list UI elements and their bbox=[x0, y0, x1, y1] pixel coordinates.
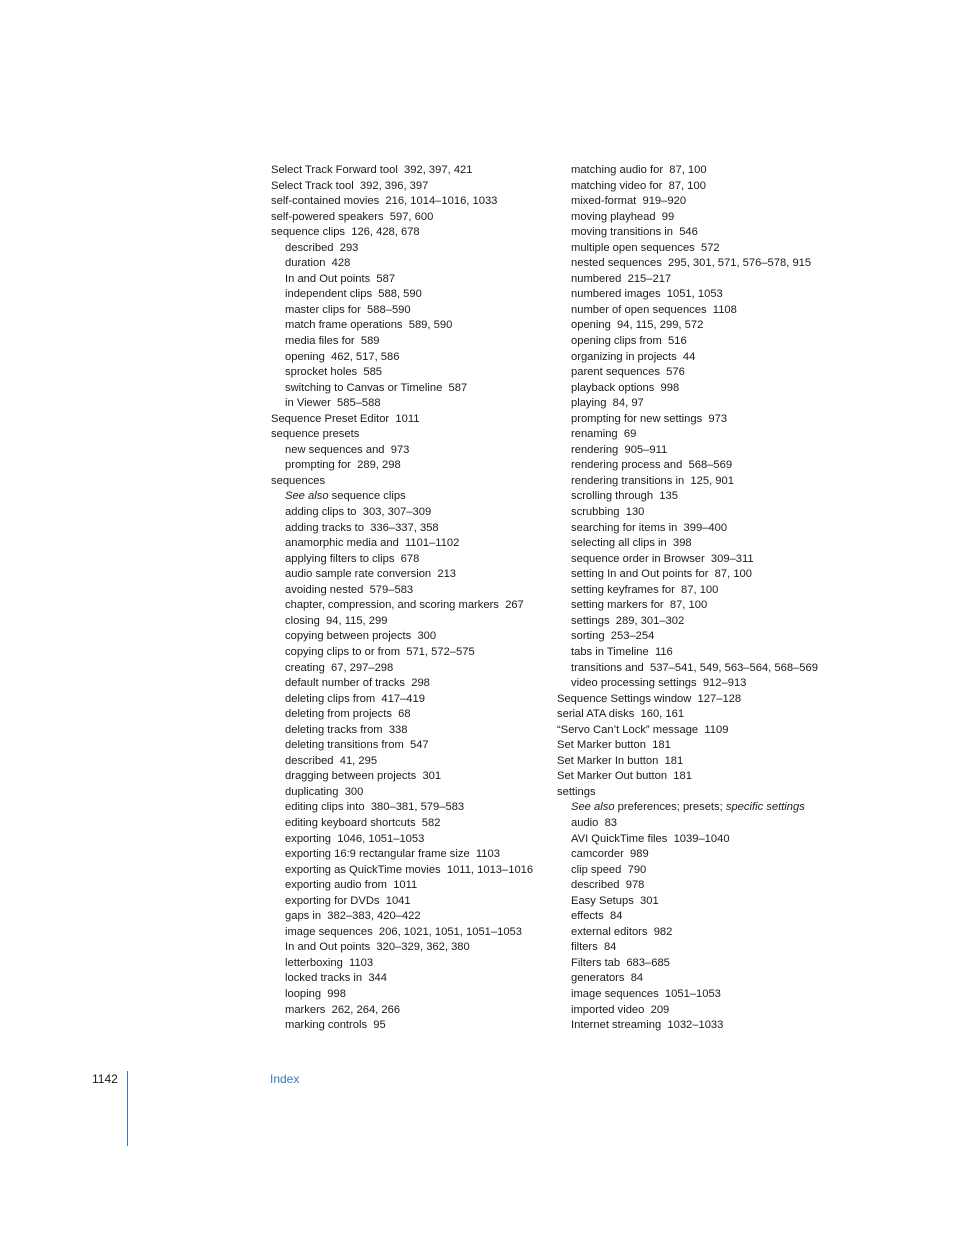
entry-text: media files for 589 bbox=[285, 335, 380, 348]
index-entry bbox=[271, 225, 556, 241]
index-subentry bbox=[271, 396, 556, 412]
entry-text: setting markers for 87, 100 bbox=[571, 599, 708, 612]
index-subentry bbox=[557, 287, 847, 303]
entry-text: scrubbing 130 bbox=[571, 506, 645, 519]
index-entry bbox=[271, 163, 556, 179]
entry-text: matching audio for 87, 100 bbox=[571, 164, 707, 176]
entry-text: matching video for 87, 100 bbox=[571, 179, 706, 192]
entry-text: settings 289, 301–302 bbox=[571, 614, 685, 627]
index-subentry bbox=[271, 318, 556, 334]
entry-text: exporting 1046, 1051–1053 bbox=[285, 832, 425, 845]
entry-text: sorting 253–254 bbox=[571, 630, 655, 643]
index-subentry bbox=[271, 458, 556, 474]
index-subentry bbox=[557, 365, 847, 381]
index-subentry bbox=[557, 1003, 847, 1019]
index-subentry bbox=[557, 163, 847, 179]
entry-text: Sequence Preset Editor 1011 bbox=[271, 412, 420, 425]
index-subentry bbox=[271, 878, 556, 894]
entry-text: organizing in projects 44 bbox=[571, 350, 696, 363]
index-subentry bbox=[557, 412, 847, 428]
entry-text: Sequence Settings window 127–128 bbox=[557, 692, 742, 705]
entry-text: described 41, 295 bbox=[285, 754, 378, 767]
index-entry bbox=[271, 210, 556, 226]
entry-text: Internet streaming 1032–1033 bbox=[571, 1019, 724, 1032]
entry-text: exporting for DVDs 1041 bbox=[285, 894, 411, 907]
entry-text: adding tracks to 336–337, 358 bbox=[285, 521, 439, 534]
entry-text: letterboxing 1103 bbox=[285, 956, 374, 969]
entry-text: deleting tracks from 338 bbox=[285, 723, 408, 736]
index-subentry bbox=[557, 925, 847, 941]
index-subentry bbox=[271, 987, 556, 1003]
entry-text: external editors 982 bbox=[571, 925, 673, 938]
index-subentry bbox=[271, 645, 556, 661]
index-entry bbox=[557, 785, 847, 801]
index-subentry bbox=[271, 925, 556, 941]
footer-section-label: Index bbox=[270, 1072, 300, 1086]
index-subentry bbox=[271, 241, 556, 257]
index-column-left bbox=[271, 163, 556, 1034]
entry-text: In and Out points 320–329, 362, 380 bbox=[285, 941, 470, 954]
index-subentry bbox=[557, 474, 847, 490]
index-subentry bbox=[557, 629, 847, 645]
entry-text: selecting all clips in 398 bbox=[571, 537, 692, 550]
entry-text: applying filters to clips 678 bbox=[285, 552, 420, 565]
index-subentry bbox=[271, 256, 556, 272]
index-subentry bbox=[557, 256, 847, 272]
entry-text: sequence order in Browser 309–311 bbox=[571, 552, 754, 565]
footer-divider bbox=[127, 1071, 128, 1146]
index-subentry bbox=[271, 614, 556, 630]
entry-text: independent clips 588, 590 bbox=[285, 288, 422, 301]
entry-text: duration 428 bbox=[285, 257, 351, 270]
entry-text: copying clips to or from 571, 572–575 bbox=[285, 645, 475, 658]
entry-text: serial ATA disks 160, 161 bbox=[557, 708, 685, 721]
index-subentry bbox=[271, 894, 556, 910]
entry-text: sequence presets bbox=[271, 428, 360, 441]
entry-text: self-contained movies 216, 1014–1016, 1033 bbox=[271, 195, 498, 208]
index-subentry bbox=[557, 303, 847, 319]
entry-text: setting In and Out points for 87, 100 bbox=[571, 568, 752, 581]
index-subentry bbox=[557, 458, 847, 474]
entry-text: default number of tracks 298 bbox=[285, 677, 430, 690]
index-subentry bbox=[557, 661, 847, 677]
index-subentry bbox=[557, 225, 847, 241]
index-subentry bbox=[271, 863, 556, 879]
index-subentry bbox=[271, 676, 556, 692]
entry-text: opening 462, 517, 586 bbox=[285, 350, 400, 363]
entry-text: camcorder 989 bbox=[571, 848, 649, 861]
index-subentry bbox=[557, 194, 847, 210]
index-subentry bbox=[271, 489, 556, 505]
index-subentry bbox=[557, 614, 847, 630]
entry-text: tabs in Timeline 116 bbox=[571, 645, 673, 658]
index-subentry bbox=[557, 987, 847, 1003]
entry-text: image sequences 1051–1053 bbox=[571, 987, 721, 1000]
entry-text: nested sequences 295, 301, 571, 576–578, 915 bbox=[571, 257, 812, 270]
index-subentry bbox=[271, 785, 556, 801]
entry-text: chapter, compression, and scoring markers 267 bbox=[285, 599, 524, 612]
index-subentry bbox=[271, 754, 556, 770]
see-also-label: See also bbox=[571, 801, 615, 814]
entry-text: prompting for new settings 973 bbox=[571, 412, 728, 425]
entry-text: audio 83 bbox=[571, 816, 618, 829]
index-subentry bbox=[557, 894, 847, 910]
entry-text: AVI QuickTime files 1039–1040 bbox=[571, 832, 730, 845]
index-subentry bbox=[271, 940, 556, 956]
entry-text: prompting for 289, 298 bbox=[285, 459, 401, 472]
entry-text: parent sequences 576 bbox=[571, 366, 685, 379]
entry-text: searching for items in 399–400 bbox=[571, 521, 728, 534]
entry-text: locked tracks in 344 bbox=[285, 972, 387, 985]
entry-text: effects 84 bbox=[571, 910, 623, 923]
entry-text: Easy Setups 301 bbox=[571, 894, 659, 907]
index-subentry bbox=[271, 598, 556, 614]
entry-text: clip speed 790 bbox=[571, 863, 647, 876]
entry-text: marking controls 95 bbox=[285, 1019, 386, 1032]
index-subentry bbox=[557, 443, 847, 459]
entry-text: filters 84 bbox=[571, 941, 617, 954]
index-subentry bbox=[557, 505, 847, 521]
entry-text: video processing settings 912–913 bbox=[571, 677, 747, 690]
index-subentry bbox=[271, 847, 556, 863]
entry-text: playing 84, 97 bbox=[571, 397, 644, 410]
entry-text: settings bbox=[557, 785, 596, 798]
entry-text: Set Marker Out button 181 bbox=[557, 770, 692, 783]
index-subentry bbox=[557, 552, 847, 568]
index-entry bbox=[271, 427, 556, 443]
index-subentry bbox=[271, 723, 556, 739]
entry-text: rendering transitions in 125, 901 bbox=[571, 474, 734, 487]
page-number: 1142 bbox=[92, 1072, 118, 1086]
entry-text: renaming 69 bbox=[571, 428, 637, 441]
entry-text: described 293 bbox=[285, 241, 359, 254]
index-subentry bbox=[271, 350, 556, 366]
entry-text: imported video 209 bbox=[571, 1003, 670, 1016]
entry-text: copying between projects 300 bbox=[285, 630, 437, 643]
entry-text: gaps in 382–383, 420–422 bbox=[285, 910, 421, 923]
entry-text: dragging between projects 301 bbox=[285, 770, 442, 783]
index-subentry bbox=[557, 878, 847, 894]
entry-text: sprocket holes 585 bbox=[285, 366, 383, 379]
index-subentry bbox=[271, 956, 556, 972]
entry-text: image sequences 206, 1021, 1051, 1051–1053 bbox=[285, 925, 522, 938]
index-subentry bbox=[271, 1003, 556, 1019]
entry-text: creating 67, 297–298 bbox=[285, 661, 394, 674]
index-entry bbox=[557, 723, 847, 739]
entry-text: rendering process and 568–569 bbox=[571, 459, 733, 472]
entry-text: self-powered speakers 597, 600 bbox=[271, 210, 434, 223]
index-subentry bbox=[271, 536, 556, 552]
index-subentry bbox=[557, 583, 847, 599]
entry-text: sequences bbox=[271, 474, 326, 487]
index-subentry bbox=[271, 707, 556, 723]
index-entry bbox=[557, 769, 847, 785]
index-subentry bbox=[557, 567, 847, 583]
index-subentry bbox=[557, 241, 847, 257]
index-entry bbox=[271, 179, 556, 195]
index-subentry bbox=[271, 303, 556, 319]
index-subentry bbox=[271, 552, 556, 568]
entry-text: match frame operations 589, 590 bbox=[285, 319, 453, 332]
index-entry bbox=[271, 474, 556, 490]
index-subentry bbox=[271, 738, 556, 754]
entry-text: In and Out points 587 bbox=[285, 272, 396, 285]
entry-text: transitions and 537–541, 549, 563–564, 568–569 bbox=[571, 661, 818, 674]
index-subentry bbox=[271, 272, 556, 288]
see-also-label: See also bbox=[285, 490, 329, 503]
index-entry bbox=[557, 692, 847, 708]
index-subentry bbox=[557, 863, 847, 879]
index-subentry bbox=[557, 318, 847, 334]
index-subentry bbox=[271, 381, 556, 397]
entry-text: numbered images 1051, 1053 bbox=[571, 288, 723, 301]
entry-text: duplicating 300 bbox=[285, 785, 364, 798]
index-subentry bbox=[557, 521, 847, 537]
index-subentry bbox=[557, 334, 847, 350]
index-entry bbox=[557, 738, 847, 754]
entry-text: editing clips into 380–381, 579–583 bbox=[285, 801, 465, 814]
index-subentry bbox=[557, 1018, 847, 1034]
index-subentry bbox=[271, 769, 556, 785]
index-subentry bbox=[557, 381, 847, 397]
index-subentry bbox=[557, 940, 847, 956]
index-subentry bbox=[557, 210, 847, 226]
entry-text: Select Track tool 392, 396, 397 bbox=[271, 179, 429, 192]
index-subentry bbox=[557, 536, 847, 552]
index-subentry bbox=[557, 971, 847, 987]
index-subentry bbox=[557, 816, 847, 832]
index-subentry bbox=[557, 847, 847, 863]
index-subentry bbox=[271, 443, 556, 459]
entry-text: deleting transitions from 547 bbox=[285, 739, 429, 752]
entry-text: adding clips to 303, 307–309 bbox=[285, 506, 432, 519]
entry-text: described 978 bbox=[571, 879, 645, 892]
index-subentry bbox=[557, 179, 847, 195]
entry-text: sequence clips 126, 428, 678 bbox=[271, 226, 420, 239]
index-subentry bbox=[557, 489, 847, 505]
entry-text: exporting 16:9 rectangular frame size 1103 bbox=[285, 848, 500, 861]
index-subentry bbox=[271, 583, 556, 599]
index-entry bbox=[271, 194, 556, 210]
entry-text: deleting from projects 68 bbox=[285, 708, 411, 721]
entry-text: setting keyframes for 87, 100 bbox=[571, 583, 719, 596]
entry-text: sequence clips bbox=[328, 490, 406, 503]
entry-text: new sequences and 973 bbox=[285, 443, 410, 456]
entry-text: opening clips from 516 bbox=[571, 335, 687, 348]
index-subentry bbox=[271, 521, 556, 537]
index-subentry bbox=[271, 816, 556, 832]
entry-text: Set Marker button 181 bbox=[557, 739, 671, 752]
index-subentry bbox=[271, 971, 556, 987]
entry-text: switching to Canvas or Timeline 587 bbox=[285, 381, 468, 394]
entry-text: deleting clips from 417–419 bbox=[285, 692, 425, 705]
index-subentry bbox=[557, 427, 847, 443]
entry-text: “Servo Can’t Lock” message 1109 bbox=[557, 723, 729, 736]
entry-text: markers 262, 264, 266 bbox=[285, 1003, 401, 1016]
entry-text: editing keyboard shortcuts 582 bbox=[285, 816, 441, 829]
entry-text: multiple open sequences 572 bbox=[571, 241, 720, 254]
entry-text: moving transitions in 546 bbox=[571, 226, 698, 239]
index-entry bbox=[557, 707, 847, 723]
index-subentry bbox=[557, 598, 847, 614]
entry-text: Set Marker In button 181 bbox=[557, 754, 684, 767]
entry-text: Filters tab 683–685 bbox=[571, 956, 670, 969]
entry-italic-text: specific settings bbox=[725, 801, 805, 814]
entry-text: audio sample rate conversion 213 bbox=[285, 568, 457, 581]
index-subentry bbox=[271, 800, 556, 816]
index-subentry bbox=[271, 692, 556, 708]
index-subentry bbox=[271, 287, 556, 303]
entry-text: Select Track Forward tool 392, 397, 421 bbox=[271, 164, 473, 176]
entry-text: scrolling through 135 bbox=[571, 490, 678, 503]
index-column-right bbox=[557, 163, 847, 1034]
entry-text: moving playhead 99 bbox=[571, 210, 675, 223]
index-subentry bbox=[271, 505, 556, 521]
index-subentry bbox=[557, 645, 847, 661]
entry-text: exporting as QuickTime movies 1011, 1013–1016 bbox=[285, 863, 534, 876]
entry-text: generators 84 bbox=[571, 972, 644, 985]
index-subentry bbox=[557, 396, 847, 412]
index-subentry bbox=[557, 350, 847, 366]
index-subentry bbox=[271, 832, 556, 848]
entry-text: exporting audio from 1011 bbox=[285, 879, 418, 892]
index-subentry bbox=[557, 676, 847, 692]
entry-text: playback options 998 bbox=[571, 381, 680, 394]
index-subentry bbox=[271, 629, 556, 645]
entry-text: anamorphic media and 1101–1102 bbox=[285, 537, 460, 550]
index-subentry bbox=[271, 909, 556, 925]
entry-text: mixed-format 919–920 bbox=[571, 195, 687, 208]
index-subentry bbox=[271, 365, 556, 381]
entry-text: closing 94, 115, 299 bbox=[285, 614, 388, 627]
index-subentry bbox=[557, 832, 847, 848]
index-subentry bbox=[271, 334, 556, 350]
entry-text: master clips for 588–590 bbox=[285, 303, 411, 316]
entry-text: in Viewer 585–588 bbox=[285, 397, 381, 410]
index-entry bbox=[271, 412, 556, 428]
entry-text: opening 94, 115, 299, 572 bbox=[571, 319, 704, 332]
index-subentry bbox=[271, 1018, 556, 1034]
entry-text: numbered 215–217 bbox=[571, 272, 672, 285]
entry-text: avoiding nested 579–583 bbox=[285, 583, 414, 596]
index-entry bbox=[557, 754, 847, 770]
entry-text: rendering 905–911 bbox=[571, 443, 668, 456]
entry-text: number of open sequences 1108 bbox=[571, 303, 737, 316]
index-subentry bbox=[271, 567, 556, 583]
entry-text: looping 998 bbox=[285, 987, 346, 1000]
index-subentry bbox=[271, 661, 556, 677]
index-subentry bbox=[557, 272, 847, 288]
entry-text: preferences; presets; bbox=[614, 801, 726, 814]
index-subentry bbox=[557, 800, 847, 816]
index-subentry bbox=[557, 956, 847, 972]
index-subentry bbox=[557, 909, 847, 925]
